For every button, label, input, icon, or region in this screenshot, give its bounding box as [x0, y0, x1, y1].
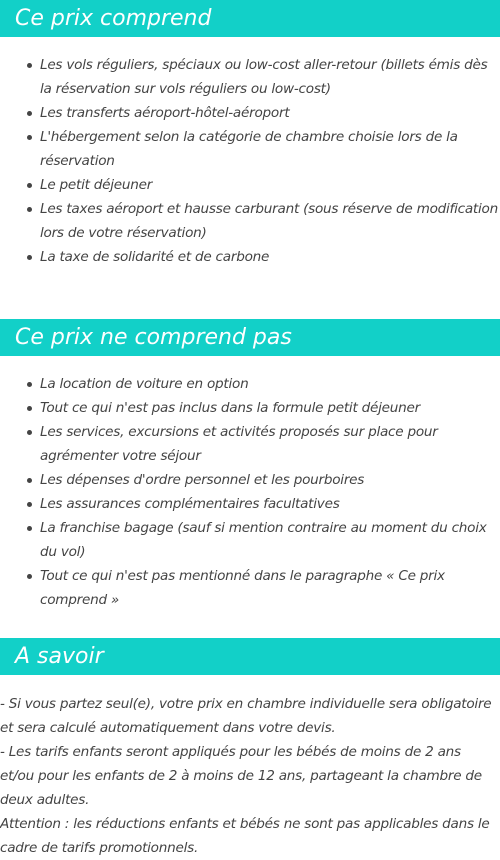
list-item: Le petit déjeuner — [0, 173, 500, 197]
list-item: L'hébergement selon la catégorie de chambre choisie lors de la réservation — [0, 125, 500, 173]
good-to-know-text — [0, 692, 500, 860]
list-item: Les services, excursions et activités proposés sur place pour agrémenter votre séjour — [0, 420, 500, 468]
paragraph: Attention : les réductions enfants et bébés ne sont pas applicables dans le cadre de tarifs promotionnels. — [0, 816, 490, 856]
section-good-to-know — [0, 638, 500, 860]
list-item: La location de voiture en option — [0, 372, 500, 396]
list-item: Tout ce qui n'est pas inclus dans la formule petit déjeuner — [0, 396, 500, 420]
list-item: Les dépenses d'ordre personnel et les pourboires — [0, 468, 500, 492]
list-item: Les taxes aéroport et hausse carburant (sous réserve de modification lors de votre réservation) — [0, 197, 500, 245]
list-item: La taxe de solidarité et de carbone — [0, 245, 500, 269]
list-item: Les assurances complémentaires facultatives — [0, 492, 500, 516]
list-item: Tout ce qui n'est pas mentionné dans le paragraphe « Ce prix comprend » — [0, 564, 500, 612]
section-title-good-to-know: A savoir — [0, 638, 500, 675]
paragraph: - Si vous partez seul(e), votre prix en chambre individuelle sera obligatoire et sera calculé automatiquement dans votre devis. — [0, 696, 492, 736]
included-list — [0, 53, 500, 269]
list-item: La franchise bagage (sauf si mention contraire au moment du choix du vol) — [0, 516, 500, 564]
section-not-included — [0, 319, 500, 612]
paragraph: - Les tarifs enfants seront appliqués pour les bébés de moins de 2 ans et/ou pour les enfants de 2 à moins de 12 ans, partageant la chambre de deux adultes. — [0, 744, 482, 808]
section-title-not-included: Ce prix ne comprend pas — [0, 319, 500, 356]
section-title-included: Ce prix comprend — [0, 0, 500, 37]
list-item: Les transferts aéroport-hôtel-aéroport — [0, 101, 500, 125]
section-included — [0, 0, 500, 269]
list-item: Les vols réguliers, spéciaux ou low-cost aller-retour (billets émis dès la réservation sur vols réguliers ou low-cost) — [0, 53, 500, 101]
not-included-list — [0, 372, 500, 612]
